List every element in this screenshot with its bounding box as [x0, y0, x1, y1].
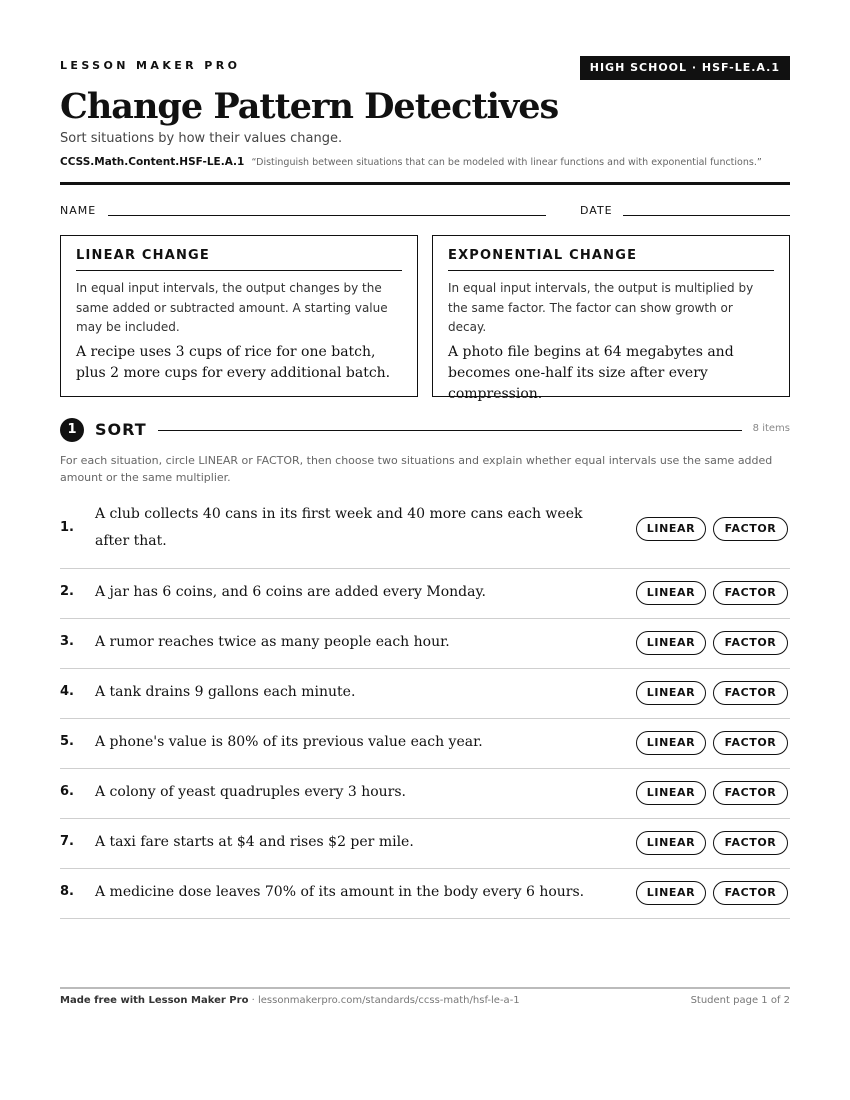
item-number: 3. — [60, 634, 74, 649]
choice-group — [636, 781, 788, 805]
factor-choice-button[interactable]: FACTOR — [713, 731, 788, 755]
item-number: 2. — [60, 584, 74, 599]
page-title: Change Pattern Detectives — [60, 86, 559, 127]
item-text: A club collects 40 cans in its first week and 40 more cans each week after that. — [95, 506, 583, 549]
linear-change-box — [60, 235, 418, 397]
item-number: 1. — [60, 520, 74, 535]
item-text: A jar has 6 coins, and 6 coins are added every Monday. — [95, 584, 486, 600]
list-item — [60, 719, 790, 769]
exponential-change-description: In equal input intervals, the output is multiplied by the same factor. The factor can show growth or decay. — [448, 281, 754, 334]
factor-choice-button[interactable]: FACTOR — [713, 631, 788, 655]
list-item — [60, 499, 790, 569]
brand-name: LESSON MAKER PRO — [60, 59, 241, 72]
factor-choice-button[interactable]: FACTOR — [713, 781, 788, 805]
exponential-change-title: EXPONENTIAL CHANGE — [448, 248, 774, 271]
item-text: A phone's value is 80% of its previous value each year. — [95, 734, 483, 750]
name-label: NAME — [60, 204, 97, 217]
item-number: 5. — [60, 734, 74, 749]
list-item — [60, 619, 790, 669]
choice-group — [636, 881, 788, 905]
item-number: 6. — [60, 784, 74, 799]
page-subtitle: Sort situations by how their values change. — [60, 131, 343, 146]
standard-code: CCSS.Math.Content.HSF-LE.A.1 — [60, 156, 245, 168]
choice-group — [636, 731, 788, 755]
item-list — [60, 499, 790, 919]
factor-choice-button[interactable]: FACTOR — [713, 681, 788, 705]
student-info-row — [60, 202, 790, 220]
list-item — [60, 819, 790, 869]
linear-change-example: A recipe uses 3 cups of rice for one batch, plus 2 more cups for every additional batch. — [76, 343, 391, 381]
linear-choice-button[interactable]: LINEAR — [636, 731, 706, 755]
page-indicator: Student page 1 of 2 — [690, 995, 790, 1006]
standard-quote: “Distinguish between situations that can be modeled with linear functions and with exponential functions.” — [251, 157, 762, 168]
section-number-badge: 1 — [60, 418, 84, 442]
item-number: 4. — [60, 684, 74, 699]
linear-choice-button[interactable]: LINEAR — [636, 681, 706, 705]
linear-choice-button[interactable]: LINEAR — [636, 631, 706, 655]
choice-group — [636, 631, 788, 655]
footer — [60, 995, 790, 1006]
item-count: 8 items — [752, 423, 790, 434]
exponential-change-example: A photo file begins at 64 megabytes and becomes one-half its size after every compression. — [448, 343, 734, 402]
exponential-change-box — [432, 235, 790, 402]
standard-line — [60, 156, 762, 168]
footer-credit: Made free with Lesson Maker Pro — [60, 995, 249, 1006]
choice-group — [636, 831, 788, 855]
section-instructions: For each situation, circle LINEAR or FACTOR, then choose two situations and explain whether equal intervals use the same added amount or the same multiplier. — [60, 454, 773, 484]
header-divider — [60, 182, 790, 185]
section-title: SORT — [95, 420, 147, 439]
level-badge: HIGH SCHOOL · HSF-LE.A.1 — [580, 56, 790, 80]
choice-group — [636, 681, 788, 705]
list-item — [60, 669, 790, 719]
linear-choice-button[interactable]: LINEAR — [636, 881, 706, 905]
item-text: A colony of yeast quadruples every 3 hours. — [95, 784, 407, 800]
item-text: A tank drains 9 gallons each minute. — [95, 684, 356, 700]
section-divider — [158, 430, 742, 431]
name-field[interactable] — [108, 215, 546, 216]
factor-choice-button[interactable]: FACTOR — [713, 831, 788, 855]
footer-divider — [60, 987, 790, 989]
linear-choice-button[interactable]: LINEAR — [636, 781, 706, 805]
linear-choice-button[interactable]: LINEAR — [636, 581, 706, 605]
list-item — [60, 869, 790, 919]
linear-change-description: In equal input intervals, the output changes by the same added or subtracted amount. A starting value may be included. — [76, 281, 388, 334]
factor-choice-button[interactable]: FACTOR — [713, 581, 788, 605]
worksheet-page — [60, 0, 790, 1100]
factor-choice-button[interactable]: FACTOR — [713, 881, 788, 905]
list-item — [60, 769, 790, 819]
item-text: A rumor reaches twice as many people each hour. — [95, 634, 450, 650]
date-label: DATE — [580, 204, 613, 217]
linear-choice-button[interactable]: LINEAR — [636, 517, 706, 541]
factor-choice-button[interactable]: FACTOR — [713, 517, 788, 541]
item-text: A taxi fare starts at $4 and rises $2 per mile. — [95, 834, 414, 850]
item-number: 8. — [60, 884, 74, 899]
date-field[interactable] — [623, 215, 790, 216]
choice-group — [636, 517, 788, 541]
list-item — [60, 569, 790, 619]
item-number: 7. — [60, 834, 74, 849]
choice-group — [636, 581, 788, 605]
top-bar — [60, 56, 790, 80]
section-header — [60, 418, 790, 442]
linear-choice-button[interactable]: LINEAR — [636, 831, 706, 855]
linear-change-title: LINEAR CHANGE — [76, 248, 402, 271]
footer-url[interactable]: · lessonmakerpro.com/standards/ccss-math/hsf-le-a-1 — [248, 995, 520, 1006]
item-text: A medicine dose leaves 70% of its amount in the body every 6 hours. — [95, 884, 585, 900]
